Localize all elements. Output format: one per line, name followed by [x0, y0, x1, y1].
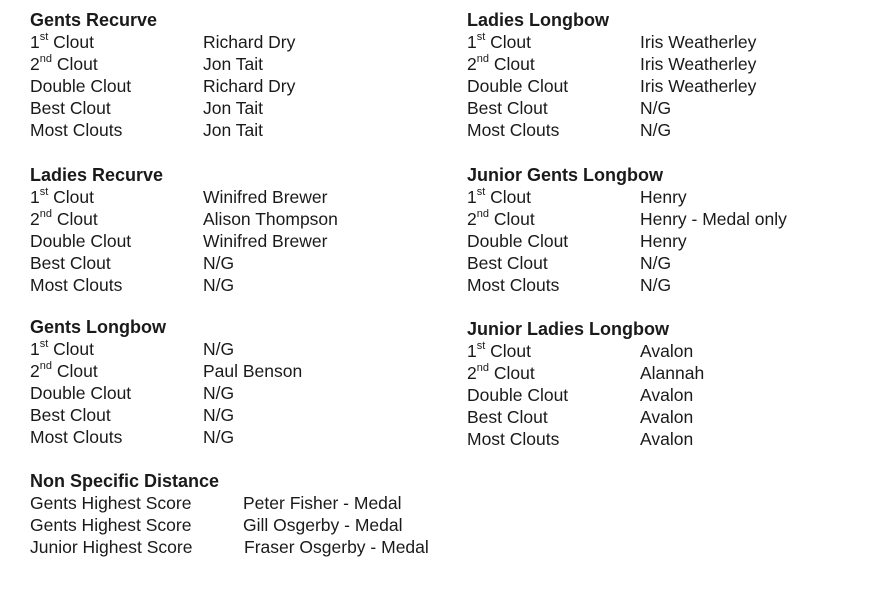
- result-label: Most Clouts: [467, 120, 560, 140]
- result-value: Winifred Brewer: [203, 231, 328, 251]
- result-value: N/G: [203, 253, 235, 273]
- section-non-specific-distance: [30, 470, 429, 558]
- result-value: Paul Benson: [203, 361, 303, 381]
- result-label: Gents Highest Score: [30, 515, 192, 535]
- result-label: Most Clouts: [30, 275, 123, 295]
- section-title: Ladies Longbow: [467, 10, 609, 30]
- section-junior-ladies-longbow: [467, 318, 705, 450]
- result-row: [30, 338, 235, 360]
- result-row: [467, 274, 672, 296]
- result-label: Best Clout: [30, 405, 111, 425]
- result-label: Gents Highest Score: [30, 493, 192, 513]
- result-value: N/G: [640, 253, 672, 273]
- result-row: [467, 75, 757, 97]
- result-row: [30, 382, 235, 404]
- result-label: 1st Clout: [467, 340, 532, 361]
- result-value: N/G: [203, 339, 235, 359]
- result-value: Jon Tait: [203, 98, 263, 118]
- result-value: Gill Osgerby - Medal: [243, 515, 403, 535]
- result-value: Richard Dry: [203, 32, 296, 52]
- result-label: Most Clouts: [30, 120, 123, 140]
- result-row: [467, 31, 757, 53]
- result-row: [30, 514, 403, 536]
- result-row: [467, 97, 672, 119]
- result-value: N/G: [203, 383, 235, 403]
- result-value: Avalon: [640, 385, 694, 405]
- result-label: 1st Clout: [30, 31, 95, 52]
- result-label: Double Clout: [30, 231, 132, 251]
- result-label: Double Clout: [30, 76, 132, 96]
- result-row: [30, 119, 263, 141]
- result-row: [467, 186, 687, 208]
- result-value: N/G: [203, 405, 235, 425]
- result-label: Double Clout: [467, 231, 569, 251]
- result-label: Double Clout: [467, 385, 569, 405]
- result-value: N/G: [203, 275, 235, 295]
- result-row: [467, 362, 705, 384]
- result-row: [30, 492, 402, 514]
- result-label: Best Clout: [30, 253, 111, 273]
- result-label: 1st Clout: [467, 31, 532, 52]
- result-value: N/G: [640, 275, 672, 295]
- result-label: 1st Clout: [467, 186, 532, 207]
- result-value: Avalon: [640, 407, 694, 427]
- result-row: [467, 252, 672, 274]
- result-value: Iris Weatherley: [640, 32, 757, 52]
- result-label: 1st Clout: [30, 338, 95, 359]
- result-value: Alison Thompson: [203, 209, 338, 229]
- section-title: Gents Longbow: [30, 317, 166, 337]
- result-label: Best Clout: [30, 98, 111, 118]
- result-label: Best Clout: [467, 98, 548, 118]
- result-row: [467, 230, 687, 252]
- result-row: [467, 428, 694, 450]
- result-label: Double Clout: [30, 383, 132, 403]
- result-row: [467, 340, 694, 362]
- result-label: 2nd Clout: [30, 360, 98, 381]
- result-value: Peter Fisher - Medal: [243, 493, 402, 513]
- result-row: [467, 406, 694, 428]
- result-label: 2nd Clout: [30, 208, 98, 229]
- result-row: [467, 119, 672, 141]
- result-label: 1st Clout: [30, 186, 95, 207]
- result-value: N/G: [203, 427, 235, 447]
- section-gents-longbow: [30, 316, 303, 448]
- result-value: Henry: [640, 187, 687, 207]
- section-gents-recurve: [30, 9, 296, 141]
- result-row: [30, 274, 235, 296]
- result-row: [30, 186, 328, 208]
- section-title: Gents Recurve: [30, 10, 158, 30]
- result-value: Jon Tait: [203, 120, 263, 140]
- result-row: [467, 384, 694, 406]
- result-value: Iris Weatherley: [640, 76, 757, 96]
- result-row: [30, 97, 263, 119]
- result-label: 2nd Clout: [467, 53, 535, 74]
- result-value: Iris Weatherley: [640, 54, 757, 74]
- result-row: [30, 75, 296, 97]
- result-row: [30, 31, 296, 53]
- result-row: [30, 360, 303, 382]
- result-value: Winifred Brewer: [203, 187, 328, 207]
- result-row: [30, 252, 235, 274]
- section-title: Junior Gents Longbow: [467, 165, 663, 185]
- result-label: 2nd Clout: [467, 362, 535, 383]
- result-row: [30, 404, 235, 426]
- result-label: Junior Highest Score: [30, 537, 193, 557]
- result-row: [30, 426, 235, 448]
- result-row: [467, 53, 757, 75]
- result-row: [30, 53, 263, 75]
- result-row: [467, 208, 787, 230]
- result-row: [30, 536, 429, 558]
- result-label: Best Clout: [467, 407, 548, 427]
- result-label: 2nd Clout: [467, 208, 535, 229]
- result-value: Avalon: [640, 341, 694, 361]
- result-label: 2nd Clout: [30, 53, 98, 74]
- result-value: N/G: [640, 98, 672, 118]
- section-ladies-longbow: [467, 9, 757, 141]
- result-label: Most Clouts: [467, 429, 560, 449]
- result-value: Henry - Medal only: [640, 209, 787, 229]
- result-row: [30, 230, 328, 252]
- result-label: Best Clout: [467, 253, 548, 273]
- section-title: Non Specific Distance: [30, 471, 220, 491]
- result-value: Henry: [640, 231, 687, 251]
- result-row: [30, 208, 338, 230]
- result-value: N/G: [640, 120, 672, 140]
- result-value: Avalon: [640, 429, 694, 449]
- result-value: Richard Dry: [203, 76, 296, 96]
- section-title: Ladies Recurve: [30, 165, 164, 185]
- result-label: Double Clout: [467, 76, 569, 96]
- section-ladies-recurve: [30, 164, 338, 296]
- result-value: Alannah: [640, 363, 705, 383]
- result-label: Most Clouts: [30, 427, 123, 447]
- result-label: Most Clouts: [467, 275, 560, 295]
- result-value: Fraser Osgerby - Medal: [244, 537, 429, 557]
- result-value: Jon Tait: [203, 54, 263, 74]
- section-title: Junior Ladies Longbow: [467, 319, 669, 339]
- section-junior-gents-longbow: [467, 164, 787, 296]
